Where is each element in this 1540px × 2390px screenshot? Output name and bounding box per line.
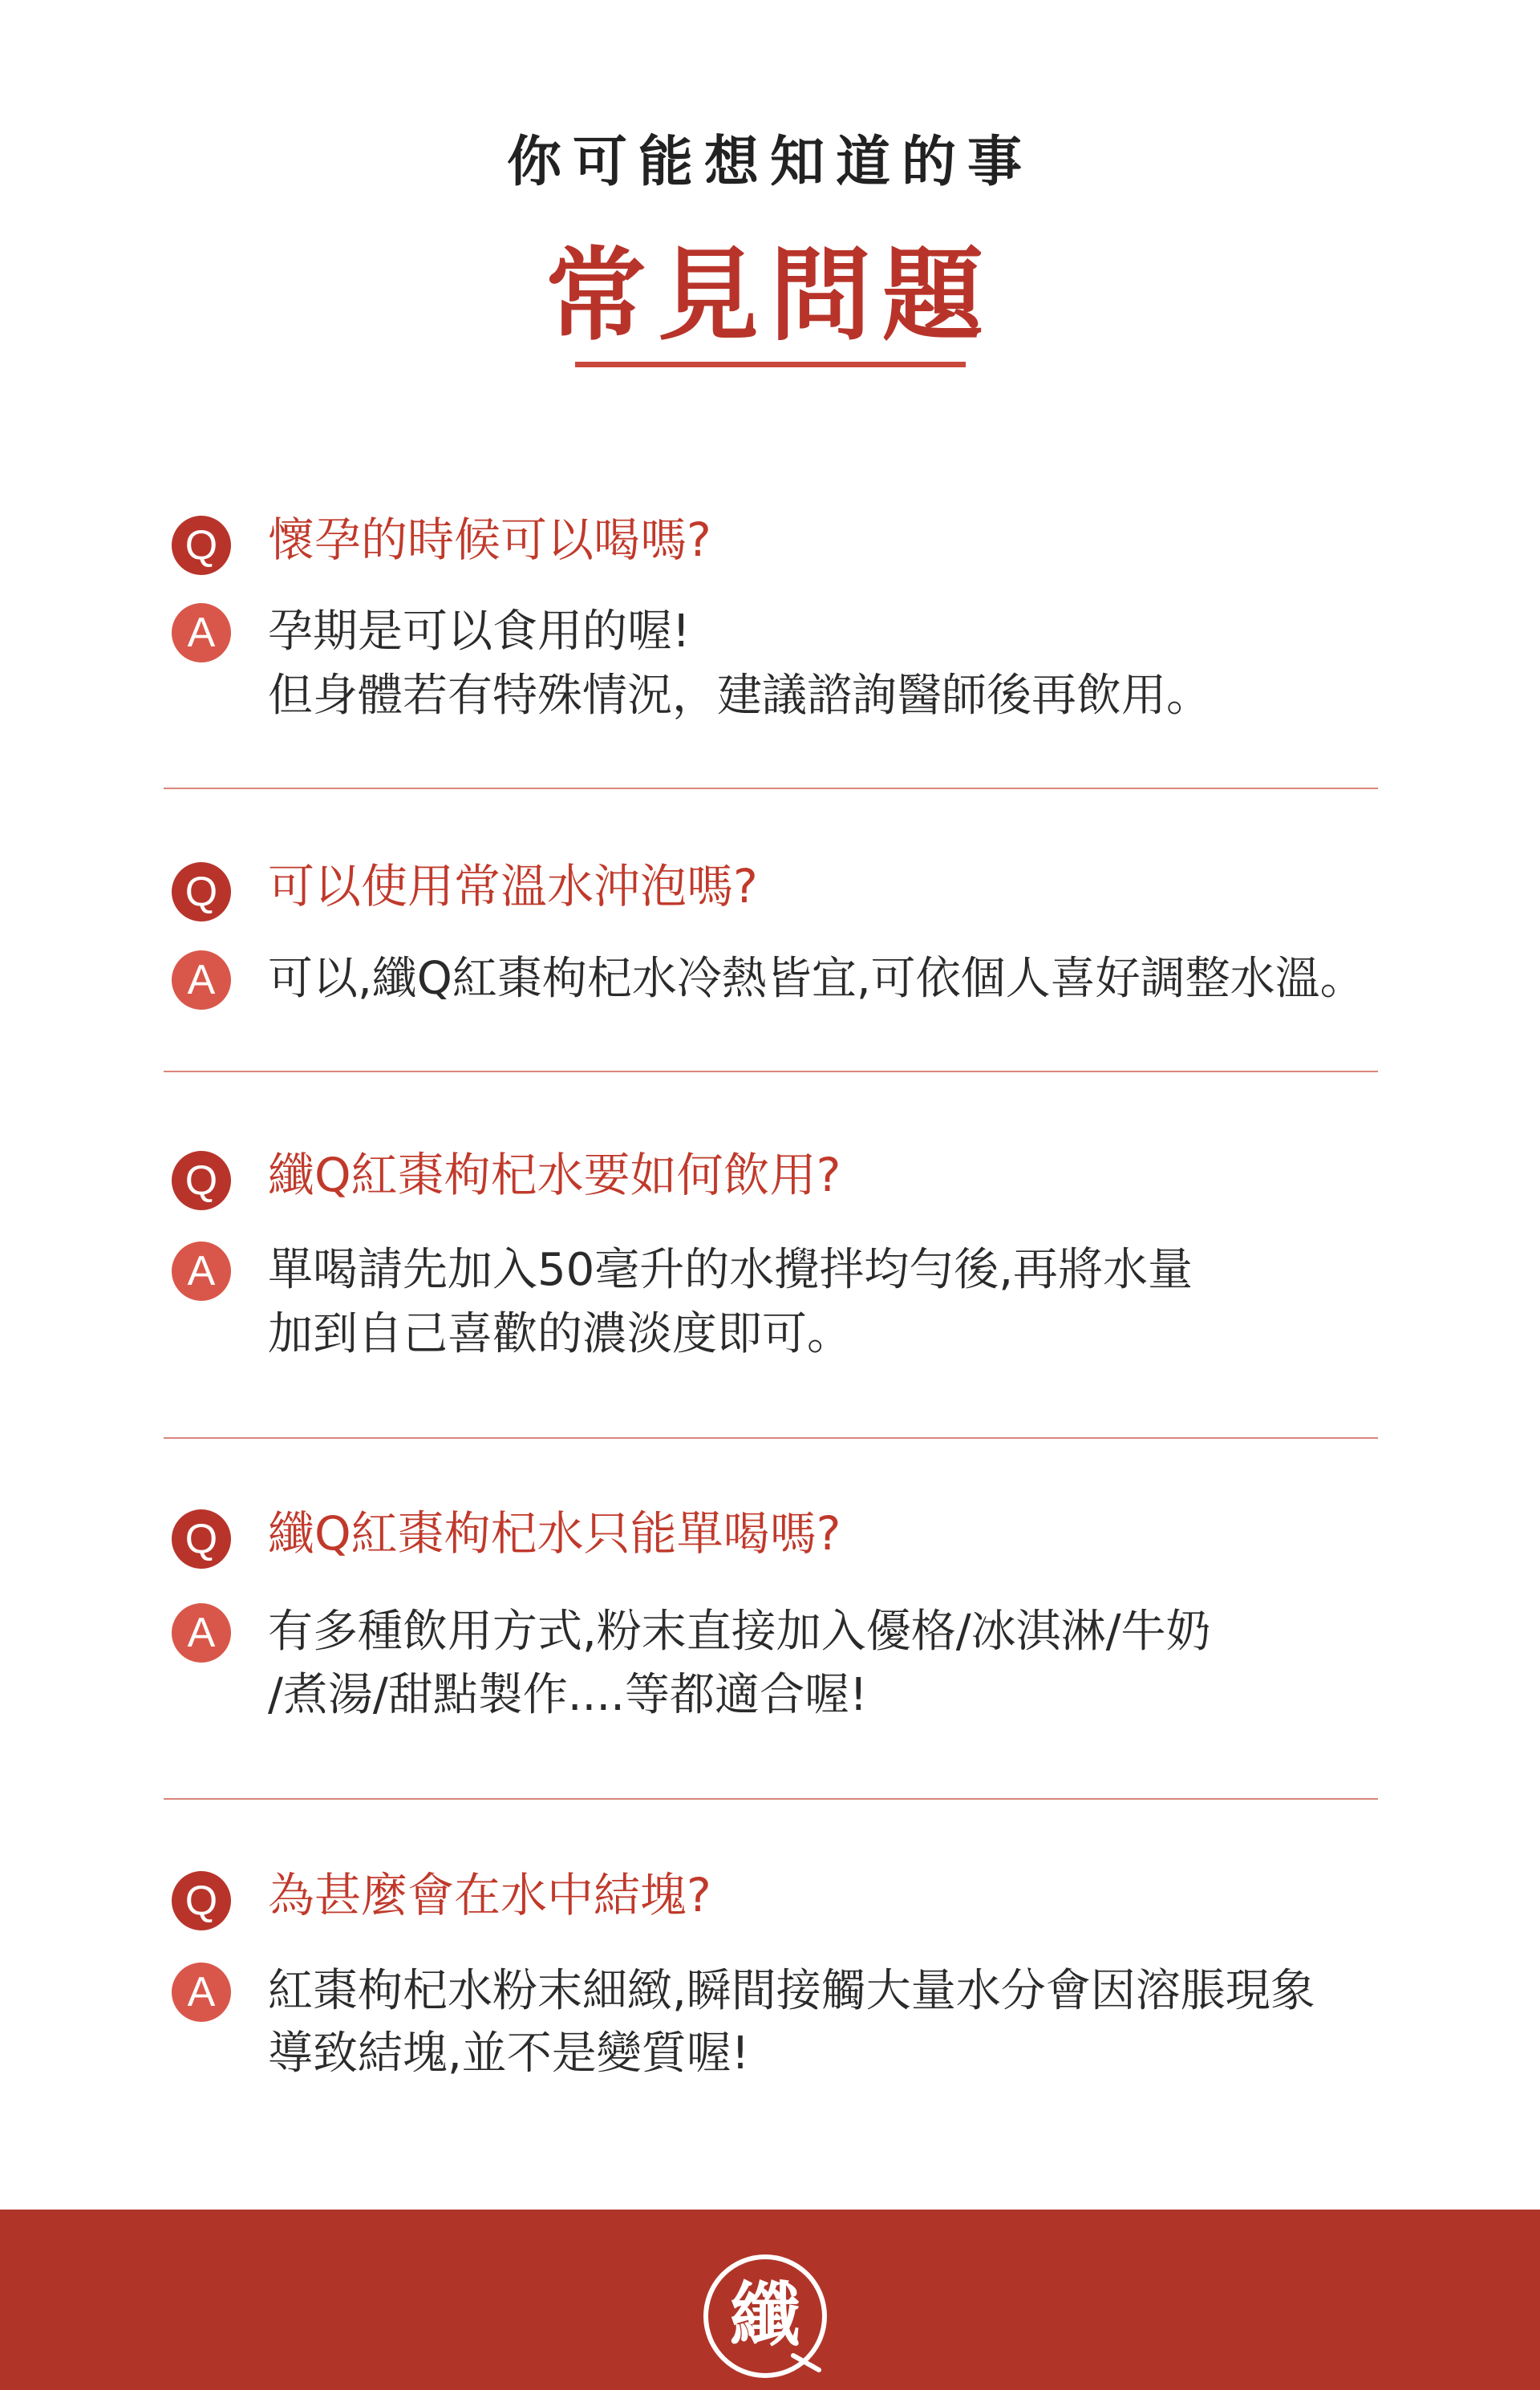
faq-divider	[164, 1798, 1378, 1800]
page-subtitle: 你可能想知道的事	[506, 131, 1033, 194]
logo-text: 纖	[729, 2274, 801, 2356]
faq-question: 為甚麼會在水中結塊?	[268, 1868, 711, 1922]
title-underline	[575, 362, 966, 367]
faq-question: 懷孕的時候可以喝嗎?	[268, 512, 711, 567]
faq-divider	[164, 1071, 1378, 1072]
faq-answer-line: 單喝請先加入50毫升的水攪拌均勻後,再將水量	[268, 1244, 1194, 1296]
question-badge: Q	[172, 1871, 231, 1930]
answer-badge: A	[172, 1242, 231, 1301]
faq-answer-line: 可以,纖Q紅棗枸杞水冷熱皆宜,可依個人喜好調整水溫。	[268, 953, 1365, 1005]
faq-divider	[164, 788, 1378, 789]
faq-question: 纖Q紅棗枸杞水只能單喝嗎?	[268, 1506, 841, 1561]
faq-answer-line: /煮湯/甜點製作....等都適合喔!	[268, 1669, 868, 1721]
faq-answer-line: 孕期是可以食用的喔!	[268, 606, 691, 658]
page-title: 常見問題	[545, 237, 995, 354]
faq-question: 可以使用常溫水沖泡嗎?	[268, 859, 758, 913]
brand-logo-icon	[699, 2250, 832, 2383]
question-badge: Q	[172, 1509, 231, 1569]
faq-answer-line: 但身體若有特殊情況，建議諮詢醫師後再飲用。	[268, 670, 1211, 722]
faq-answer-line: 導致結塊,並不是變質喔!	[268, 2027, 750, 2080]
question-badge: Q	[172, 1151, 231, 1210]
faq-answer-line: 加到自己喜歡的濃淡度即可。	[268, 1308, 852, 1360]
answer-badge: A	[172, 1963, 231, 2022]
answer-badge: A	[172, 950, 231, 1010]
question-badge: Q	[172, 862, 231, 922]
faq-question: 纖Q紅棗枸杞水要如何飲用?	[268, 1148, 841, 1202]
faq-divider	[164, 1437, 1378, 1439]
answer-badge: A	[172, 603, 231, 662]
answer-badge: A	[172, 1603, 231, 1663]
faq-answer-line: 有多種飲用方式,粉末直接加入優格/冰淇淋/牛奶	[268, 1606, 1211, 1658]
question-badge: Q	[172, 516, 231, 575]
faq-answer-line: 紅棗枸杞水粉末細緻,瞬間接觸大量水分會因溶脹現象	[268, 1965, 1315, 2017]
